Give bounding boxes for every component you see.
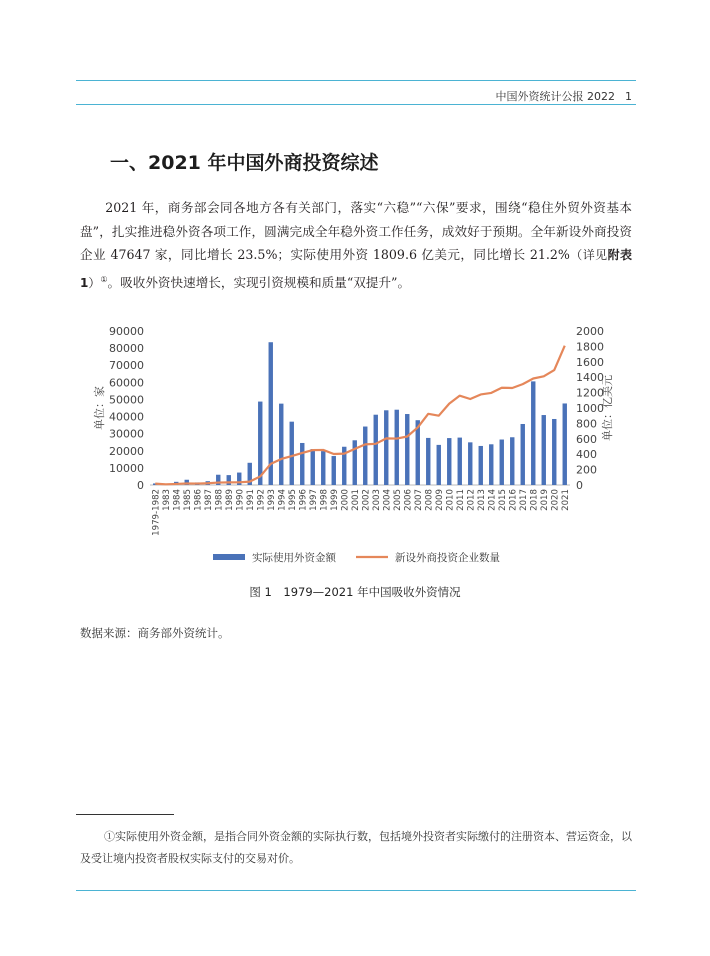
category-label: 1979-1982: [151, 489, 162, 536]
bar: [363, 427, 367, 485]
category-label: 2017: [518, 489, 529, 511]
category-label: 2005: [392, 489, 403, 511]
left-tick-label: 10000: [109, 461, 144, 475]
category-label: 1993: [266, 489, 277, 511]
bar: [458, 438, 462, 485]
category-label: 1995: [287, 489, 298, 511]
category-label: 2012: [466, 489, 477, 511]
figure-caption: 图 1 1979—2021 年中国吸收外资情况: [249, 585, 461, 599]
bar: [258, 402, 262, 485]
left-tick-label: 70000: [109, 359, 144, 373]
bar: [290, 422, 294, 485]
paragraph-text-end: 。吸收外资快速增长，实现引资规模和质量“双提升”。: [107, 274, 411, 290]
bar: [300, 443, 304, 485]
right-tick-label: 600: [576, 432, 597, 446]
bar: [479, 446, 483, 485]
category-label: 2008: [424, 489, 435, 511]
legend-line-label: 新设外商投资企业数量: [395, 552, 500, 564]
bar: [395, 410, 399, 485]
category-label: 2002: [361, 489, 372, 511]
category-label: 2015: [497, 489, 508, 511]
legend-bar-label: 实际使用外资金额: [252, 552, 336, 564]
left-tick-label: 60000: [109, 376, 144, 390]
left-tick-label: 50000: [109, 393, 144, 407]
bar: [311, 449, 315, 485]
category-label: 2014: [487, 489, 498, 511]
left-axis-label: 单位：家: [93, 386, 106, 430]
category-label: 1984: [172, 489, 183, 511]
bar: [384, 410, 388, 485]
category-label: 1990: [235, 489, 246, 511]
bar: [563, 403, 567, 485]
right-tick-label: 2000: [576, 325, 604, 338]
category-label: 1988: [214, 489, 225, 511]
bar: [426, 438, 430, 485]
category-label: 2007: [413, 489, 424, 511]
appendix-link: 附表 1: [80, 248, 632, 290]
left-tick-label: 90000: [109, 325, 144, 338]
right-tick-label: 200: [576, 463, 597, 477]
legend-bar-swatch: [213, 554, 245, 560]
bar: [405, 414, 409, 485]
category-label: 1989: [224, 489, 235, 511]
category-label: 2004: [382, 489, 393, 511]
right-tick-label: 1200: [576, 386, 604, 400]
bar: [332, 456, 336, 485]
left-tick-label: 30000: [109, 427, 144, 441]
bar: [510, 437, 514, 485]
left-tick-label: 20000: [109, 444, 144, 458]
category-label: 1986: [193, 489, 204, 511]
bar: [489, 444, 493, 485]
category-label: 2020: [550, 489, 561, 511]
category-label: 2009: [434, 489, 445, 511]
right-tick-label: 1400: [576, 371, 604, 385]
bar: [468, 442, 472, 485]
footnote-rule: [76, 814, 174, 815]
category-label: 2019: [539, 489, 550, 511]
left-tick-label: 0: [137, 479, 144, 492]
category-label: 1983: [161, 489, 172, 511]
bar: [227, 475, 231, 485]
data-source: 数据来源：商务部外资统计。: [80, 626, 230, 640]
category-label: 1985: [182, 489, 193, 511]
right-tick-label: 1000: [576, 402, 604, 415]
category-label: 1987: [203, 489, 214, 511]
page-number: 1: [625, 90, 632, 103]
bar: [500, 440, 504, 485]
category-label: 2011: [455, 489, 466, 511]
left-tick-label: 40000: [109, 410, 144, 424]
category-label: 1998: [319, 489, 330, 511]
right-tick-label: 0: [576, 479, 583, 492]
category-label: 2001: [350, 489, 361, 511]
footnote: ①实际使用外资金额，是指合同外资金额的实际执行数，包括境外投资者实际缴付的注册资本、营运资金，以及受让境内投资者股权实际支付的交易对价。: [80, 830, 632, 865]
category-label: 1994: [277, 489, 288, 511]
bar: [353, 440, 357, 485]
category-label: 2016: [508, 489, 519, 511]
right-tick-label: 1600: [576, 355, 604, 369]
bar: [552, 419, 556, 485]
category-label: 2010: [445, 489, 456, 511]
category-label: 1992: [256, 489, 267, 511]
appendix-reference: （详见附表 1）: [80, 248, 632, 290]
bar: [531, 381, 535, 485]
bar: [374, 415, 378, 485]
paragraph-text: 2021 年，商务部会同各地方各有关部门，落实“六稳”“六保”要求，围绕“稳住外贸外资基本盘”，扎实推进稳外资各项工作，圆满完成全年稳外资工作任务，成效好于预期。全年新设外商投资企业 47647 家，同比增长 23.5%；实际使用外资 1809.6 亿美元，同比增长 21.2%: [80, 200, 632, 263]
bar: [521, 424, 525, 485]
category-label: 2013: [476, 489, 487, 511]
right-tick-label: 400: [576, 448, 597, 462]
bar: [447, 438, 451, 485]
footnote-mark: ①: [100, 274, 108, 284]
bar: [279, 404, 283, 485]
right-tick-label: 800: [576, 417, 597, 431]
header-title: 中国外资统计公报 2022: [495, 90, 615, 103]
category-label: 2006: [403, 489, 414, 511]
section-title: 一、2021 年中国外商投资综述: [110, 152, 379, 174]
category-label: 1991: [245, 489, 256, 511]
category-label: 1997: [308, 489, 319, 511]
category-label: 2003: [371, 489, 382, 511]
bar: [321, 451, 325, 485]
right-tick-label: 1800: [576, 340, 604, 354]
left-tick-label: 80000: [109, 342, 144, 356]
bar: [437, 445, 441, 485]
category-label: 1996: [298, 489, 309, 511]
category-label: 2018: [529, 489, 540, 511]
right-axis-label: 单位：亿美元: [601, 375, 614, 441]
category-label: 2021: [560, 489, 571, 511]
category-label: 1999: [329, 489, 340, 511]
footer-rule: [76, 890, 636, 891]
bar: [542, 415, 546, 485]
category-label: 2000: [340, 489, 351, 511]
